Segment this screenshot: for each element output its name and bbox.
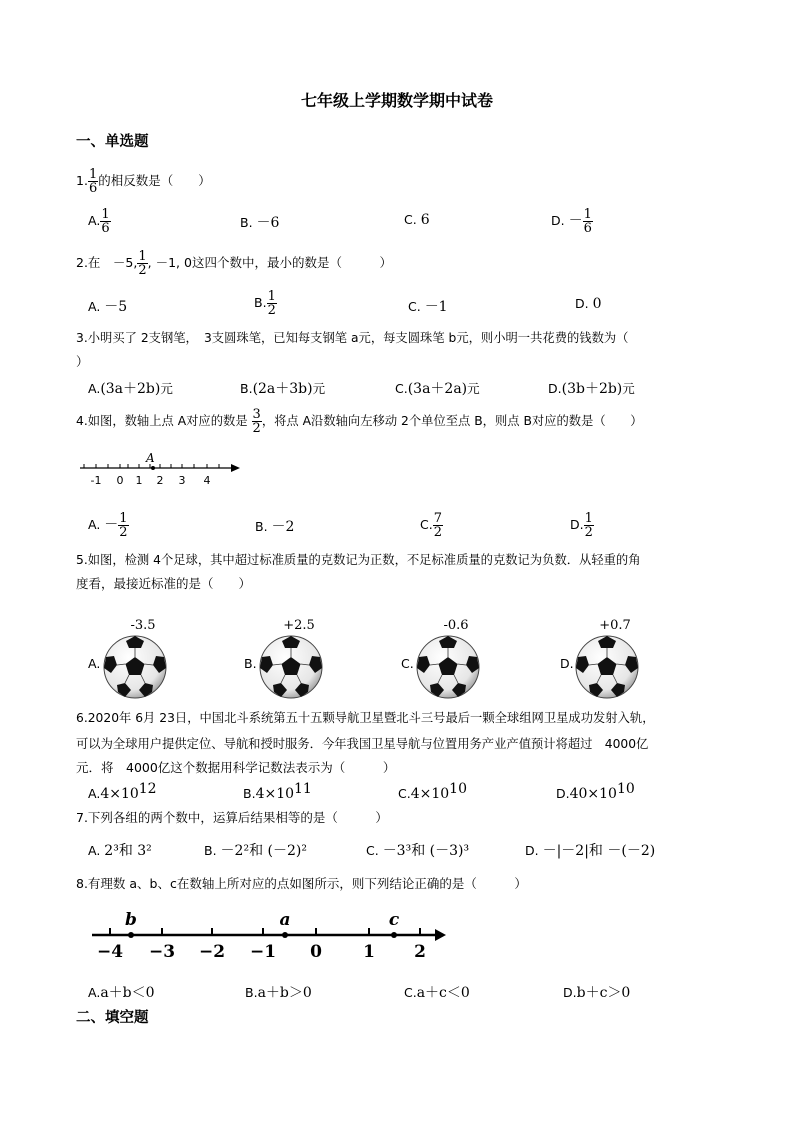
soccer-ball-icon <box>415 634 481 700</box>
point-a <box>282 932 288 938</box>
question-1-stem: 1. $\frac{1}{6}$ 的相反数是（ ） <box>76 167 211 196</box>
axis-arrow <box>435 929 446 941</box>
axis-tick-label: 1 <box>135 474 143 487</box>
question-5-stem-line1: 5.如图，检测 4个足球，其中超过标准质量的克数记为正数，不足标准质量的克数记为负数．从轻重的角 <box>76 553 641 567</box>
question-6-stem-line2: 可以为全球用户提供定位、导航和授时服务．今年我国卫星导航与位置用务产业产值预计将超过 4000亿 <box>76 737 649 751</box>
axis-tick-label: −2 <box>198 942 226 962</box>
q2-option-d[interactable]: D. 0 <box>575 296 602 312</box>
question-7-stem: 7.下列各组的两个数中，运算后结果相等的是（ ） <box>76 810 388 825</box>
point-a-label: A <box>146 451 155 465</box>
axis-tick-label: 1 <box>363 942 375 962</box>
soccer-ball-icon <box>102 634 168 700</box>
axis-tick-label: 2 <box>156 474 164 487</box>
axis-tick-label: −4 <box>96 942 124 962</box>
q8-option-c[interactable]: C.a＋c＜0 <box>404 985 470 1001</box>
ball-weight-label: +0.7 <box>599 618 631 633</box>
question-3-stem-line2: ） <box>76 354 89 369</box>
q5-option-a[interactable] <box>88 618 178 702</box>
page-title: 七年级上学期数学期中试卷 <box>300 91 493 110</box>
q5-option-d[interactable] <box>560 618 650 702</box>
q6-option-a[interactable]: $A.4\times 10^{12}$ <box>88 781 157 803</box>
axis-tick-label: -1 <box>90 474 102 487</box>
question-6-stem-line1: 6.2020年 6月 23日，中国北斗系统第五十五颗导航卫星暨北斗三号最后一颗全球组网卫星成功发射入轨， <box>76 711 655 725</box>
axis-tick-label: −3 <box>148 942 176 962</box>
q1-option-a[interactable]: A. $\frac{1}{6}$ <box>88 207 110 236</box>
axis-tick-label: 0 <box>116 474 124 487</box>
ball-weight-label: -0.6 <box>443 618 469 633</box>
section-heading-fill-blank: 二、填空题 <box>76 1010 149 1026</box>
ball-weight-label: +2.5 <box>283 618 315 633</box>
question-5-stem-line2: 度看，最接近标准的是（ ） <box>76 576 252 591</box>
q8-option-b[interactable]: B.a＋b＞0 <box>245 985 312 1001</box>
soccer-ball-icon <box>574 634 640 700</box>
q2-option-b[interactable]: B. $\frac{1}{2}$ <box>254 289 276 318</box>
point-a-label: a <box>279 910 291 930</box>
option-label: C. <box>401 656 414 671</box>
question-3-stem-line1: 3.小明买了 2支钢笔， 3支圆珠笔，已知每支钢笔 a元，每支圆珠笔 b元，则小明一共花费的钱数为（ <box>76 331 629 345</box>
q8-option-d[interactable]: D.b＋c＞0 <box>563 985 631 1001</box>
question-2-stem: 2.在 －5, $\frac{1}{2}$ , －1, 0这四个数中，最小的数是（ ） <box>76 249 392 278</box>
q1-option-b[interactable]: B. －6 <box>240 215 280 231</box>
axis-tick-label: 0 <box>310 942 322 962</box>
option-label: D. <box>560 656 574 671</box>
point-c-label: c <box>388 910 400 930</box>
section-heading-single-choice: 一、单选题 <box>76 134 149 150</box>
ball-weight-label: -3.5 <box>130 618 156 633</box>
q3-option-b[interactable]: B.(2a＋3b)元 <box>240 381 326 397</box>
option-label: A. <box>88 656 101 671</box>
q6-option-d[interactable]: $D.40\times 10^{10}$ <box>556 781 635 803</box>
soccer-ball-icon <box>258 634 324 700</box>
q3-option-c[interactable]: C.(3a＋2a)元 <box>395 381 480 397</box>
q4-number-line <box>76 450 246 490</box>
axis-tick-label: 2 <box>414 942 426 962</box>
q6-option-b[interactable]: $B.4\times 10^{11}$ <box>243 781 312 803</box>
axis-tick-label: 4 <box>203 474 211 487</box>
question-8-stem: 8.有理数 a、b、c在数轴上所对应的点如图所示，则下列结论正确的是（ ） <box>76 876 527 891</box>
q8-option-a[interactable]: A.a＋b＜0 <box>88 985 155 1001</box>
fraction: $\frac{1}{6}$ <box>88 167 98 196</box>
q4-option-d[interactable]: D. $\frac{1}{2}$ <box>570 511 593 540</box>
question-4-stem: 4.如图，数轴上点 A对应的数是 $\frac{3}{2}$ ，将点 A沿数轴向左移动 2个单位至点 B，则点 B对应的数是（ ） <box>76 407 643 436</box>
axis-tick-label: 3 <box>178 474 186 487</box>
question-6-stem-line3: 元．将 4000亿这个数据用科学记数法表示为（ ） <box>76 760 396 775</box>
axis-arrow <box>231 464 240 472</box>
point-b-label: b <box>125 910 137 930</box>
q4-option-c[interactable]: C. $\frac{7}{2}$ <box>420 511 442 540</box>
q2-option-a[interactable]: A. －5 <box>88 299 128 315</box>
q2-option-c[interactable]: C. －1 <box>408 299 448 315</box>
q4-option-b[interactable]: B. －2 <box>255 519 295 535</box>
q4-option-a[interactable]: A. － $\frac{1}{2}$ <box>88 511 128 540</box>
q3-option-d[interactable]: D.(3b＋2b)元 <box>548 381 635 397</box>
q8-number-line <box>80 905 450 965</box>
point-a <box>151 466 155 470</box>
q7-option-d[interactable]: D. －|－2|和 －(－2) <box>525 843 656 859</box>
q7-option-b[interactable]: B. －2²和 (－2)² <box>204 843 307 859</box>
q7-option-a[interactable]: A. 2³和 3² <box>88 843 152 859</box>
q7-option-c[interactable]: C. －3³和 (－3)³ <box>366 843 470 859</box>
point-b <box>128 932 134 938</box>
axis-tick-label: −1 <box>249 942 277 962</box>
q3-option-a[interactable]: A.(3a＋2b)元 <box>88 381 173 397</box>
point-c <box>391 932 397 938</box>
q6-option-c[interactable]: $C.4\times 10^{10}$ <box>398 781 467 803</box>
q1-option-c[interactable]: C. 6 <box>404 212 430 228</box>
q1-option-d[interactable]: D. － $\frac{1}{6}$ <box>551 207 592 236</box>
option-label: B. <box>244 656 257 671</box>
q5-option-b[interactable] <box>244 618 334 702</box>
q5-option-c[interactable] <box>401 618 491 702</box>
